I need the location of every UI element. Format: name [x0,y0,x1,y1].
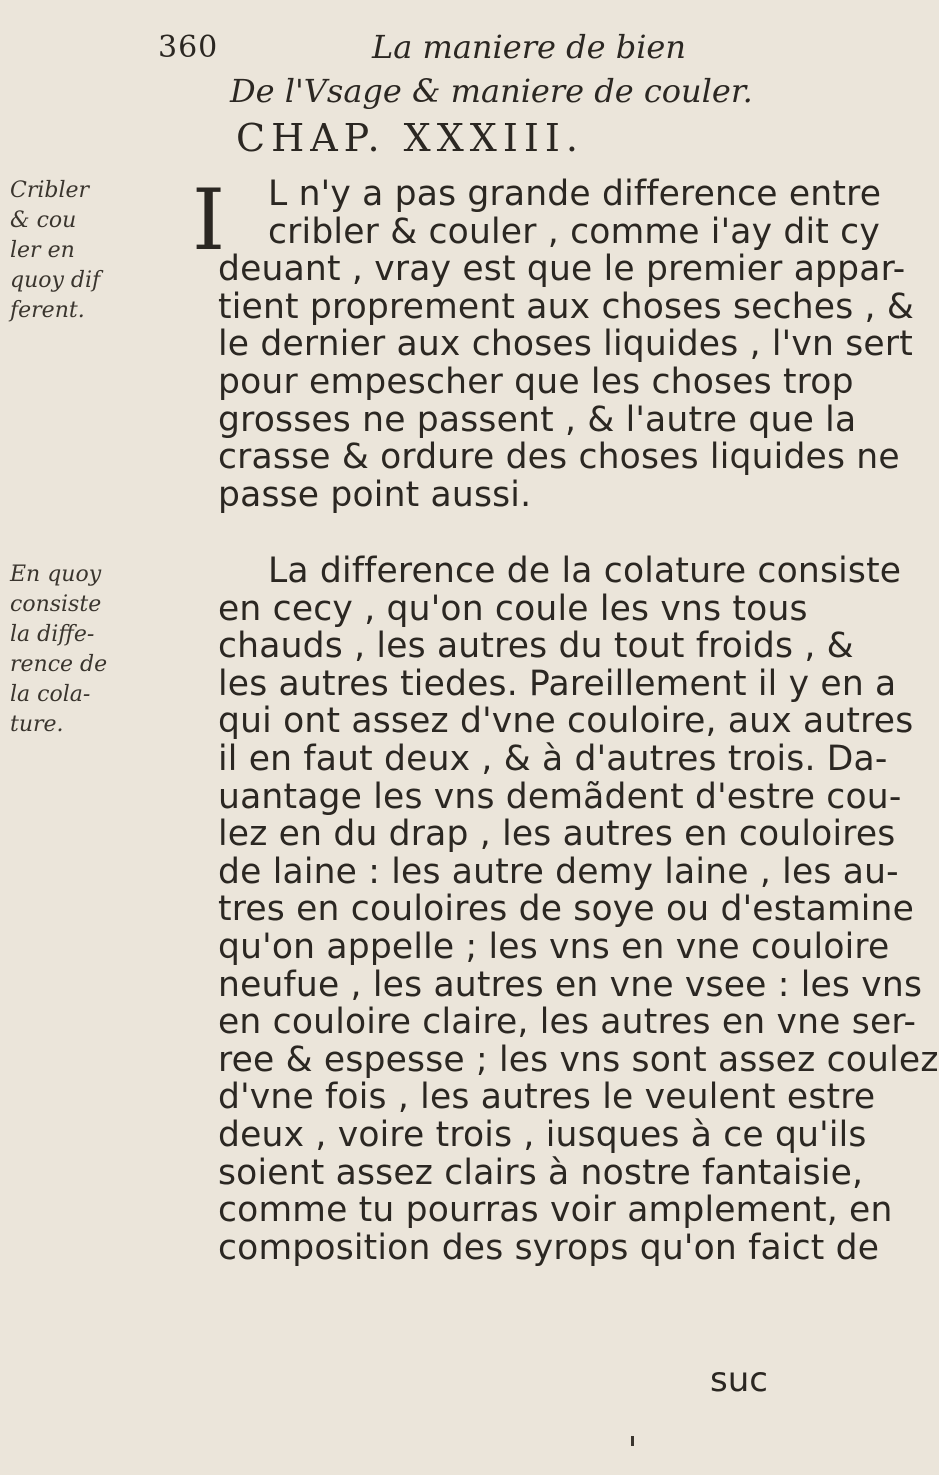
text-line: composition des syrops qu'on faict de [218,1227,880,1268]
margin-note-line: rence de [10,652,108,677]
margin-note-line: & cou [10,208,77,233]
text-line: qui ont assez d'vne couloire, aux autres [218,701,914,742]
text-line: uantage les vns demãdent d'estre cou- [218,776,902,817]
paragraph-1 [218,174,914,515]
margin-note-colature [10,560,110,740]
page-number: 360 [158,30,219,65]
margin-note-line: ler en [10,238,75,263]
text-line: grosses ne passent , & l'autre que la [218,399,857,440]
text-line: cribler & couler , comme i'ay dit cy [268,211,880,252]
text-line: de laine : les autre demy laine , les au- [218,851,899,892]
section-subtitle: De l'Vsage & maniere de couler. [230,72,753,110]
text-line: pour empescher que les choses trop [218,361,854,402]
margin-note-line: quoy dif [10,268,101,293]
paragraph-2 [218,551,939,1268]
text-line: tres en couloires de soye ou d'estamine [218,889,915,930]
text-line: crasse & ordure des choses liquides ne [218,437,900,478]
margin-note-line: la diffe- [10,622,95,647]
text-line: il en faut deux , & à d'autres trois. Da- [218,738,888,779]
margin-note-line: ferent. [10,298,85,323]
margin-note-line: consiste [10,592,102,617]
signature-mark [631,1436,634,1446]
catchword: suc [710,1360,768,1400]
text-line: soient assez clairs à nostre fantaisie, [218,1152,864,1193]
text-line: deuant , vray est que le premier appar- [218,249,906,290]
margin-note-line: En quoy [10,562,102,587]
text-line: comme tu pourras voir amplement, en [218,1190,893,1231]
text-line: le dernier aux choses liquides , l'vn sert [218,324,913,365]
text-line: d'vne fois , les autres le veulent estre [218,1077,876,1118]
text-line: ree & espesse ; les vns sont assez coulez [218,1039,939,1080]
text-line: passe point aussi. [218,474,532,515]
text-line: en couloire claire, les autres en vne ser- [218,1002,917,1043]
text-line: tient proprement aux choses seches , & [218,286,914,327]
text-line: neufue , les autres en vne vsee : les vns [218,964,923,1005]
text-line: qu'on appelle ; les vns en vne couloire [218,926,890,967]
running-title: La maniere de bien [372,28,686,66]
text-line: lez en du drap , les autres en couloires [218,814,896,855]
text-line: chauds , les autres du tout froids , & [218,626,854,667]
margin-note-cribler [10,176,110,326]
text-line: L n'y a pas grande difference entre [268,174,882,214]
text-line: en cecy , qu'on coule les vns tous [218,588,808,629]
text-line: les autres tiedes. Pareillement il y en a [218,663,897,704]
margin-note-line: Cribler [10,178,90,203]
margin-note-line: la cola- [10,682,91,707]
page-header [0,28,800,68]
text-line: deux , voire trois , iusques à ce qu'ils [218,1114,867,1155]
margin-note-line: ture. [10,712,64,737]
text-line: La difference de la colature consiste [268,551,902,591]
drop-cap: I [192,171,226,269]
chapter-heading: CHAP. XXXIII. [236,116,584,160]
